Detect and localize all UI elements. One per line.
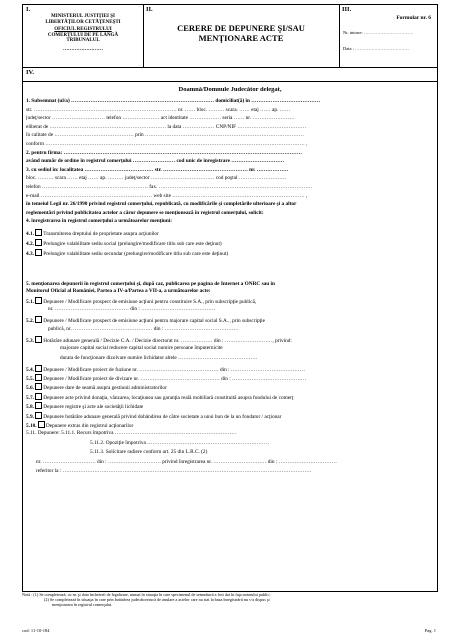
item-5-line[interactable]: majorare capital social reducere capital social numire persoane împuternicite: [60, 345, 223, 352]
item-label: Transmiterea dreptului de proprietate asupra acţiunilor: [43, 231, 159, 237]
field-line[interactable]: bloc. ……… scara …… etaj …… ap. ……… judeţ/sector ……………………………… cod poştal ………………………: [26, 175, 287, 182]
form-number: Formular nr. 6: [396, 15, 431, 21]
institution-dots: ……………………: [63, 47, 103, 52]
checkbox[interactable]: [35, 239, 42, 246]
item-5-line[interactable]: nr. ………………………… din : ………………………… privind înregistrarea nr. ………………………… din : ……………………………: [36, 458, 337, 465]
section-5-heading-2: Monitorul Oficial al României, Partea a IV-a/Partea a VII-a, a următoarelor acte:: [26, 288, 211, 294]
form-title-line-1: CERERE DE DEPUNERE ŞI/SAU: [177, 23, 305, 33]
item-label: Hotărâre adunare generală / Decizie C.A. / Decizie directorat nr. ……………… din : ………………………, privind:: [43, 337, 292, 344]
item-5-line: [26, 402, 434, 410]
footnotes: [22, 592, 436, 607]
item-5-line: [26, 365, 434, 373]
entry-date-field[interactable]: Data : ………………………………: [343, 46, 409, 51]
item-4-1: [26, 229, 434, 237]
item-label: Depunere acte privind donaţia, vânzarea, locaţiunea sau garanţia reală mobiliară constituită asupra fondului de comerţ: [43, 394, 294, 401]
item-number: 5.3.: [26, 337, 36, 344]
field-line[interactable]: 3. cu sediul în: localitatea ………………………………… str. ………………………………………… nr. ………………: [26, 166, 289, 173]
item-label: Depunere / Modificare proiect de fuziune nr. ……………………………………… din : ……………………………………: [43, 366, 305, 373]
checkbox[interactable]: [38, 421, 45, 428]
item-number: 4.3.: [26, 251, 36, 257]
checkbox[interactable]: [35, 393, 42, 400]
item-label: Depunere / Modificare prospect de emisiune acţiuni pentru constituire S.A., prin subscripţie publică,: [43, 299, 257, 305]
header-institution: [23, 5, 144, 68]
item-5-line[interactable]: publică, nr. ……………………………………… din : ……………………………………: [48, 325, 239, 332]
item-4-3: [26, 249, 434, 257]
checkbox[interactable]: [35, 383, 42, 390]
item-5-line: [26, 393, 434, 401]
footnote-1: Notă : (1) Se completează, cu nr. şi data încheierii de legalizare, numai în situaţia în care specimenul de semnătură a fost dat în faţa notarului public;: [22, 592, 271, 597]
item-5-line: [26, 383, 434, 391]
institution-line-2: LIBERTĂŢILOR CETĂŢENEŞTI: [45, 19, 121, 25]
item-label: Depunere / Modificare prospect de emisiune acţiuni pentru majorare capital social S.A.., prin subscripţie: [43, 318, 265, 325]
item-number: 4.1.: [26, 231, 36, 237]
item-5-line: [26, 316, 434, 324]
item-label: Depunere registre şi acte ale societăţii lichidate: [43, 404, 144, 411]
institution-line-3: OFICIUL REGISTRULUI: [54, 27, 112, 32]
institution-line-5: TRIBUNALUL: [66, 38, 100, 43]
checkbox[interactable]: [35, 402, 42, 409]
header-registration: [339, 5, 437, 68]
institution-line-1: MINISTERUL JUSTIŢIEI ŞI: [51, 14, 115, 19]
page-number: Pag. 1: [424, 628, 436, 633]
item-5-line: [26, 412, 434, 420]
item-5-line[interactable]: referitor la : ……………………………………………………………………………………………………………………………: [36, 468, 312, 474]
greeting: Doamnă/Domnule Judecător delegat,: [178, 87, 282, 93]
checkbox[interactable]: [35, 249, 42, 256]
item-number: 5.7.: [26, 394, 36, 401]
form-frame: [22, 4, 438, 592]
checkbox[interactable]: [35, 229, 42, 236]
field-line[interactable]: în temeiul Legii nr. 26/1990 privind registrul comerţului, republicată, cu modificările şi completările ulterioare şi a altor: [26, 201, 297, 208]
item-label: Depunere extras din registrul acţionarilor: [45, 423, 134, 429]
form-title-line-2: MENŢIONARE ACTE: [198, 33, 284, 43]
checkbox[interactable]: [35, 365, 42, 372]
section-5-heading: 5. menţionarea depunerii în registrul comerţului şi, după caz, publicarea pe pagina de Internet a ONRC sau în: [26, 281, 275, 287]
item-number: 5.5.: [26, 376, 36, 382]
footnote-2: (2) Se completează în situaţia în care prin hotărârea judecătorească de anulare a actelor care au stat la baza înregistrării nu s-a dispus şi: [44, 597, 270, 602]
footnote-3: menţionarea în registrul comerţului.: [52, 602, 113, 607]
entry-number-field[interactable]: Nr. intrare: ……………………………: [343, 30, 414, 35]
item-label: Prelungire valabilitate sediu secundar (prelungire/modificare titlu sub care este deţinut): [43, 251, 229, 257]
item-5-line[interactable]: durata de funcţionare dizolvare numire lichidator altele ………………………………………: [60, 354, 258, 361]
form-title: [143, 23, 339, 43]
section-number-2: II.: [146, 6, 153, 13]
item-5-line: [26, 336, 434, 344]
field-line[interactable]: în calitate de ……………………………………… prin ………………………………………………………………………………: [26, 132, 304, 139]
field-line[interactable]: conform ………………………………………………………………………………………………………………………………… ,: [26, 141, 308, 147]
field-line[interactable]: 1. Subsemnat (ul/a) ……………………………………………………………………… domiciliat(ă) în …………………………………: [26, 98, 321, 104]
item-number: 5.8.: [26, 404, 36, 411]
section-4-header: [23, 67, 437, 82]
checkbox[interactable]: [35, 412, 42, 419]
item-5-line: [26, 421, 434, 429]
section-number-1: I.: [26, 6, 31, 13]
field-line[interactable]: e-mail ……………………………………………………… web site ………………………………………………………………… ,: [26, 192, 308, 199]
item-label: Depunere hotărâre adunare generală privind dobândirea de către societate a unui bun de la un fondator / acţionar: [43, 413, 282, 420]
field-line[interactable]: telefon …………………………………………………… fax. ……………………………………………………………………………: [26, 184, 313, 190]
item-number: 4.2.: [26, 241, 36, 247]
checkbox[interactable]: [35, 374, 42, 381]
item-number: 5.10.: [26, 423, 38, 429]
item-number: 5.2.: [26, 318, 36, 325]
item-number: 5.6.: [26, 385, 36, 392]
item-number: 5.9.: [26, 413, 36, 420]
header-title: [143, 5, 340, 68]
item-label: Depunere / Modificare proiect de divizare nr. ……………………………………… din : ……………………………………: [43, 376, 307, 382]
item-5-line[interactable]: 5.11.2. Opoziţie împotriva ……………………………………………………………: [90, 439, 270, 446]
form-code: cod: 11-10-184: [22, 628, 50, 633]
item-4-2: [26, 239, 434, 247]
item-5-line[interactable]: 5.11.3. Solicitare radiere conform art. 25 din L.R.C. (2): [90, 449, 208, 456]
item-5-line[interactable]: nr. …………………………………… din : ……………………………………: [48, 306, 216, 313]
item-number: 5.4.: [26, 366, 36, 373]
field-line[interactable]: având număr de ordine în registrul comerţului …………………… cod unic de înregistrare …………………………: [26, 158, 285, 165]
field-line[interactable]: judeţ/sector ………………………… telefon ………………… act identitate ……………… seria …… nr. ……………………: [26, 115, 295, 122]
field-line[interactable]: eliberat de ………………………………………………………… la data ……………… CNP/NIF …………………………………: [26, 123, 307, 130]
item-5-line[interactable]: 5.11. Depunere: 5.11.1. Recurs împotriva ……………………………………………………………: [26, 430, 237, 437]
checkbox[interactable]: [35, 336, 42, 343]
field-line[interactable]: reglementări privind publicitatea actelor a căror depunere se menţionează în registrul comerţului, solicit:: [26, 209, 264, 216]
field-line[interactable]: 2. pentru firma: ………………………………………………………………………………………………………………………: [26, 149, 303, 156]
institution-line-4: COMERŢULUI DE PE LÂNGĂ: [47, 32, 119, 38]
section-number-4: IV.: [26, 69, 35, 76]
item-5-line: [26, 374, 434, 382]
item-label: Prelungire valabilitate sediu social (prelungire/modificare titlu sub care este deţinut): [43, 241, 222, 247]
checkbox[interactable]: [35, 316, 42, 323]
item-number: 5.1.: [26, 299, 36, 305]
section-number-3: III.: [342, 6, 352, 13]
item-5-line: [26, 297, 434, 305]
item-label: Depunere dare de seamă asupra gestiunii administratorilor: [43, 385, 167, 392]
checkbox[interactable]: [35, 297, 42, 304]
field-line[interactable]: str. ……………………………………………………………………… nr. …… bloc. ……… scara. …… etaj …… ap. ……: [26, 106, 291, 113]
field-line[interactable]: 4. înregistrarea în registrul comerţului a următoarelor menţiuni:: [26, 218, 173, 225]
